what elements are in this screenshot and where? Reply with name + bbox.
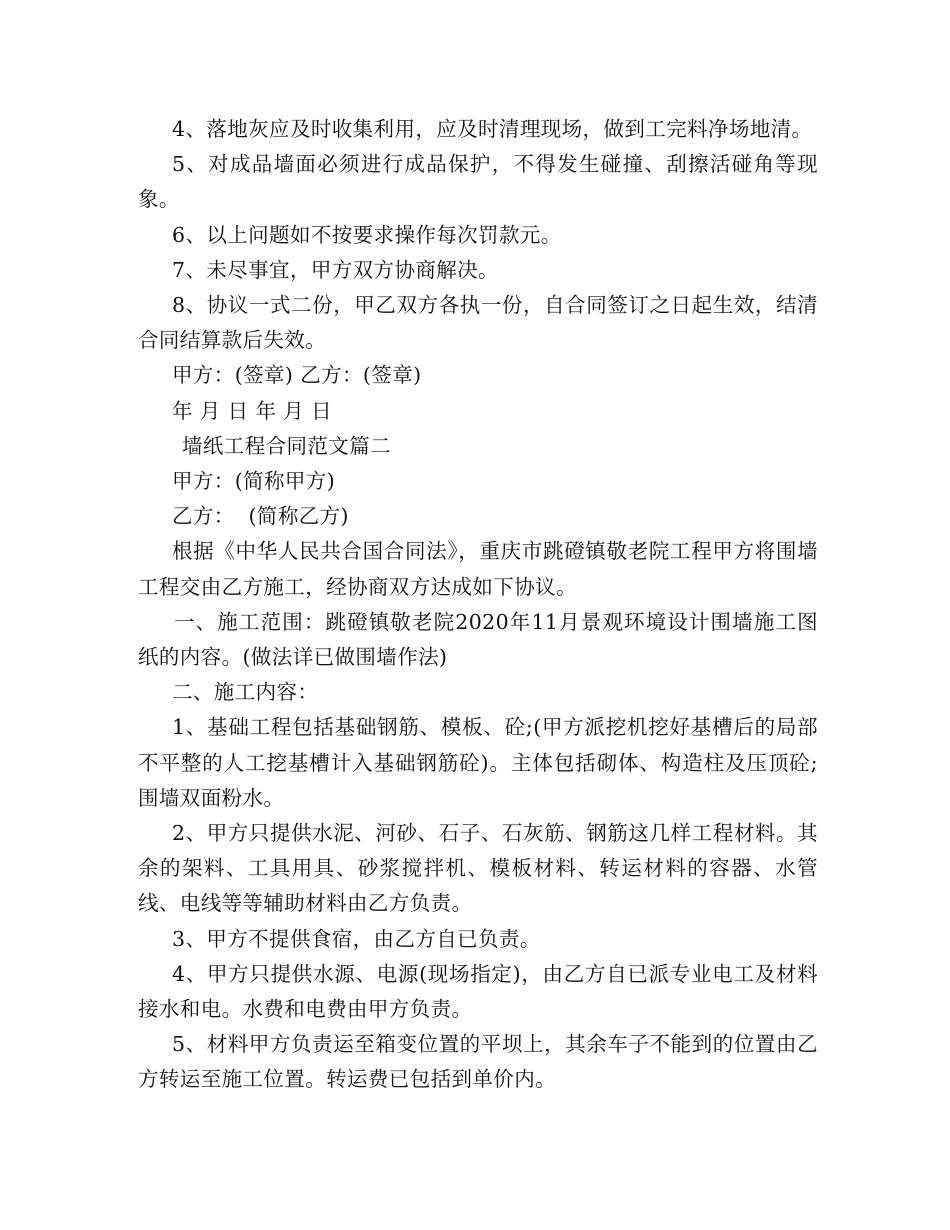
- content-heading: 二、施工内容：: [172, 680, 319, 705]
- section-title: 墙纸工程合同范文篇二: [182, 433, 391, 458]
- date-line: 年 月 日 年 月 日: [172, 398, 332, 423]
- scope-heading: 一、施工范围：跳磴镇敬老院2020年11月景观环境设计围墙施工图纸的内容。(做法详已做围墙作法): [138, 609, 818, 670]
- party-a: 甲方：(简称甲方): [172, 469, 336, 494]
- content-item-5: 5、材料甲方负责运至箱变位置的平坝上，其余车子不能到的位置由乙方转运至施工位置。转运费已包括到单价内。: [138, 1032, 818, 1092]
- content-item-4: 4、甲方只提供水源、电源(现场指定)，由乙方自已派专业电工及材料接水和电。水费和电费由甲方负责。: [138, 961, 818, 1022]
- clause-8-copies: 8、协议一式二份，甲乙双方各执一份，自合同签订之日起生效，结清合同结算款后失效。: [138, 293, 818, 353]
- party-b: 乙方： (简称乙方): [172, 504, 349, 529]
- preamble: 根据《中华人民共合国合同法》，重庆市跳磴镇敬老院工程甲方将围墙工程交由乙方施工，经协商双方达成如下协议。: [138, 539, 818, 599]
- clause-7-matters: 7、未尽事宜，甲方双方协商解决。: [172, 257, 499, 282]
- clause-4-cleanup: 4、落地灰应及时收集利用，应及时清理现场，做到工完料净场地清。: [172, 117, 813, 141]
- clause-5-protection: 5、对成品墙面必须进行成品保护，不得发生碰撞、刮擦活碰角等现象。: [138, 152, 818, 212]
- content-item-1: 1、基础工程包括基础钢筋、模板、砼;(甲方派挖机挖好基槽后的局部不平整的人工挖基槽计入基础钢筋砼)。主体包括砌体、构造柱及压顶砼;围墙双面粉水。: [138, 715, 818, 810]
- signature-line: 甲方：(签章) 乙方：(签章): [172, 363, 422, 388]
- content-item-2: 2、甲方只提供水泥、河砂、石子、石灰筋、钢筋这几样工程材料。其余的架料、工具用具、砂浆搅拌机、模板材料、转运材料的容器、水管线、电线等等辅助材料由乙方负责。: [138, 821, 818, 916]
- clause-6-penalty: 6、以上问题如不按要求操作每次罚款元。: [172, 222, 562, 247]
- content-item-3: 3、甲方不提供食宿，由乙方自已负责。: [172, 926, 541, 951]
- document-page: [138, 112, 818, 1098]
